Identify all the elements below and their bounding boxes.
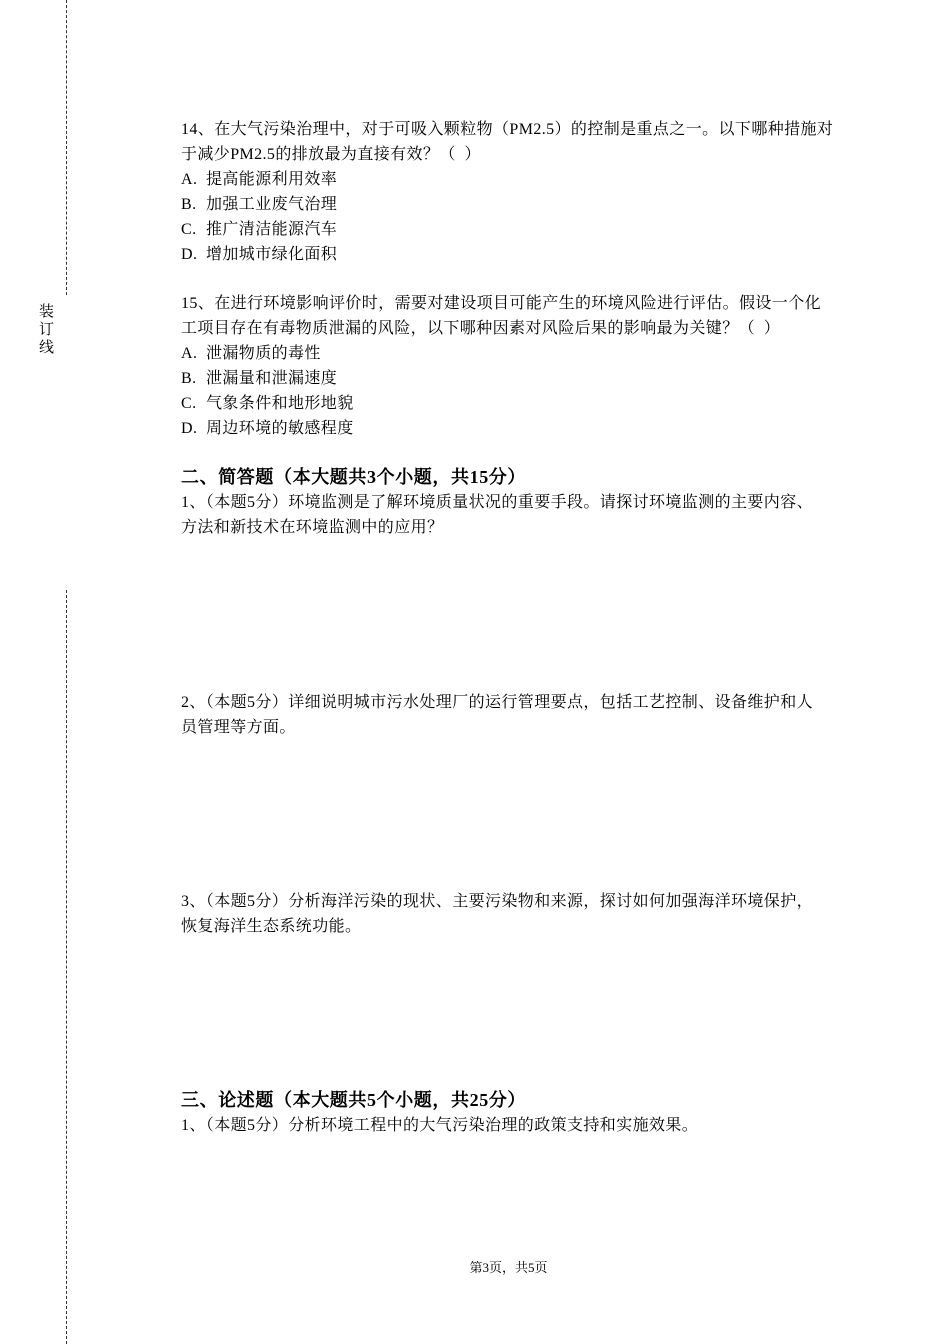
choice-question-14 [181, 117, 881, 267]
option-text: 泄漏量和泄漏速度 [206, 370, 338, 387]
short-answer-question-2 [181, 690, 881, 740]
option-d [181, 416, 881, 441]
question-line: 方法和新技术在环境监测中的应用？ [181, 519, 444, 536]
option-label: C. [181, 395, 197, 412]
option-label: C. [181, 221, 197, 238]
option-label: D. [181, 246, 198, 263]
question-line: 员管理等方面。 [181, 719, 296, 736]
question-line: 3、（本题5分）分析海洋污染的现状、主要污染物和来源，探讨如何加强海洋环境保护， [181, 893, 814, 910]
question-line: 恢复海洋生态系统功能。 [181, 918, 362, 935]
option-b [181, 366, 881, 391]
question-stem-line: 14、在大气污染治理中，对于可吸入颗粒物（PM2.5）的控制是重点之一。以下哪种措施对 [181, 121, 834, 138]
option-a [181, 341, 881, 366]
page-number-footer: 第3页，共5页 [469, 1260, 548, 1275]
question-line: 1、（本题5分）分析环境工程中的大气污染治理的政策支持和实施效果。 [181, 1117, 699, 1134]
section-heading: 三、论述题（本大题共5个小题，共25分） [181, 1090, 526, 1110]
option-text: 提高能源利用效率 [206, 171, 338, 188]
option-d [181, 242, 881, 267]
option-label: A. [181, 345, 198, 362]
question-stem-line: 工项目存在有毒物质泄漏的风险，以下哪种因素对风险后果的影响最为关键？（ ） [181, 320, 781, 337]
option-label: D. [181, 420, 198, 437]
short-answer-question-3 [181, 889, 881, 939]
option-text: 泄漏物质的毒性 [206, 345, 321, 362]
option-c [181, 391, 881, 416]
section-heading: 二、简答题（本大题共3个小题，共15分） [181, 467, 526, 487]
option-label: A. [181, 171, 198, 188]
choice-question-15 [181, 291, 881, 441]
binding-dashed-line-bottom [66, 590, 67, 1344]
option-text: 加强工业废气治理 [206, 196, 338, 213]
question-line: 2、（本题5分）详细说明城市污水处理厂的运行管理要点，包括工艺控制、设备维护和人 [181, 694, 814, 711]
question-line: 1、（本题5分）环境监测是了解环境质量状况的重要手段。请探讨环境监测的主要内容、 [181, 494, 814, 511]
option-text: 增加城市绿化面积 [206, 246, 338, 263]
option-label: B. [181, 370, 197, 387]
short-answer-question-1 [181, 490, 881, 540]
option-text: 推广清洁能源汽车 [206, 221, 338, 238]
section-short-answer [181, 465, 881, 540]
question-stem-line: 15、在进行环境影响评价时，需要对建设项目可能产生的环境风险进行评估。假设一个化 [181, 295, 822, 312]
option-text: 气象条件和地形地貌 [206, 395, 354, 412]
option-text: 周边环境的敏感程度 [206, 420, 354, 437]
binding-line-label: 装订线 [37, 303, 53, 357]
option-label: B. [181, 196, 197, 213]
option-b [181, 192, 881, 217]
question-stem-line: 于减少PM2.5的排放最为直接有效？（ ） [181, 146, 481, 163]
option-a [181, 167, 881, 192]
essay-question-1 [181, 1113, 881, 1138]
binding-dashed-line-top [66, 0, 67, 295]
section-essay [181, 1088, 881, 1138]
option-c [181, 217, 881, 242]
